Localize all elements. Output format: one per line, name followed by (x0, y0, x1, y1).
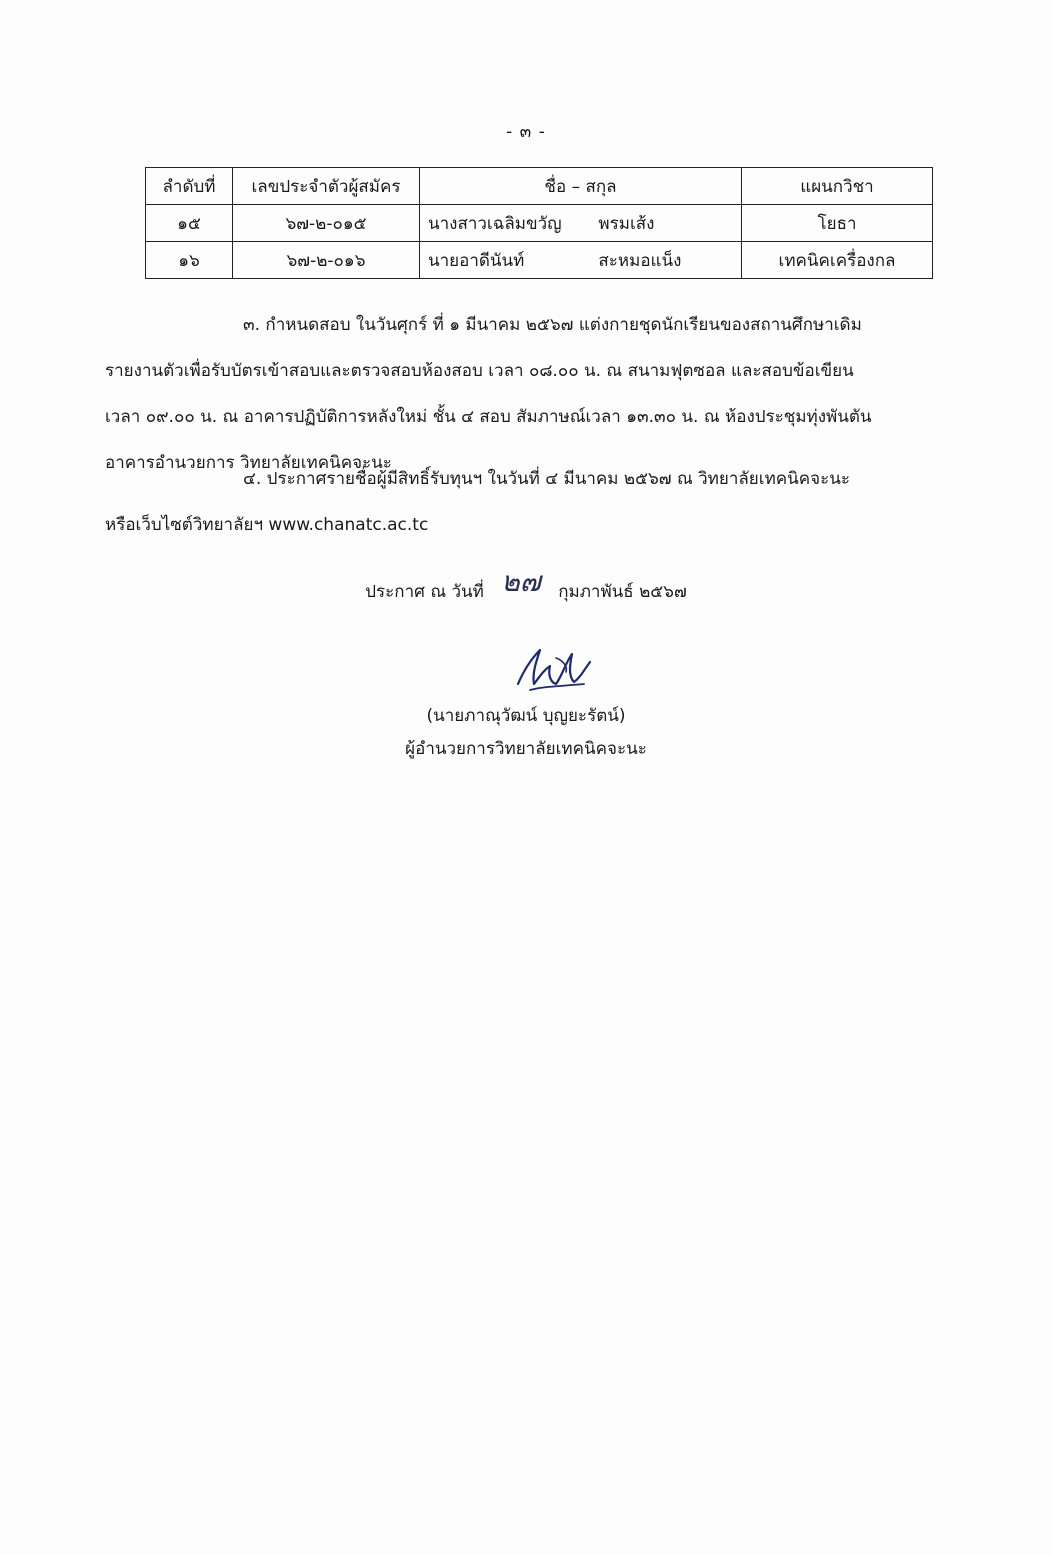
announcement-month-year: กุมภาพันธ์ ๒๕๖๗ (558, 582, 687, 602)
announcement-prefix: ประกาศ ณ วันที่ (365, 582, 484, 602)
header-order: ลำดับที่ (146, 168, 233, 205)
last-name: สะหมอแน็ง (598, 250, 682, 271)
row-full-name (420, 205, 742, 242)
header-full-name: ชื่อ – สกุล (420, 168, 742, 205)
item-3-line: เวลา ๐๙.๐๐ น. ณ อาคารปฏิบัติการหลังใหม่ ชั้น ๔ สอบ สัมภาษณ์เวลา ๑๓.๓๐ น. ณ ห้องประชุมทุ่งพันตัน (105, 407, 872, 427)
first-name: นายอาดีนันท์ (428, 250, 525, 271)
item-3-line: รายงานตัวเพื่อรับบัตรเข้าสอบและตรวจสอบห้องสอบ เวลา ๐๘.๐๐ น. ณ สนามฟุตซอล และสอบข้อเขียน (105, 361, 854, 381)
table-row (146, 242, 933, 279)
handwritten-day: ๒๗ (501, 565, 541, 598)
item-3-line: ๓. กำหนดสอบ ในวันศุกร์ ที่ ๑ มีนาคม ๒๕๖๗ แต่งกายชุดนักเรียนของสถานศึกษาเดิม (243, 315, 862, 335)
row-applicant-id: ๖๗-๒-๐๑๖ (233, 242, 420, 279)
row-department: เทคนิคเครื่องกล (742, 242, 933, 279)
signer-title: ผู้อำนวยการวิทยาลัยเทคนิคจะนะ (405, 739, 647, 759)
row-applicant-id: ๖๗-๒-๐๑๕ (233, 205, 420, 242)
first-name: นางสาวเฉลิมขวัญ (428, 213, 562, 234)
row-order: ๑๕ (146, 205, 233, 242)
applicants-table (145, 167, 933, 279)
item-4-line: หรือเว็บไซต์วิทยาลัยฯ www.chanatc.ac.tc (105, 515, 429, 535)
page-number: - ๓ - (506, 122, 546, 142)
row-department: โยธา (742, 205, 933, 242)
header-applicant-id: เลขประจำตัวผู้สมัคร (233, 168, 420, 205)
row-full-name (420, 242, 742, 279)
signer-name: (นายภาณุวัฒน์ บุญยะรัตน์) (426, 706, 626, 726)
last-name: พรมเส้ง (598, 213, 655, 234)
item-3-line: อาคารอำนวยการ วิทยาลัยเทคนิคจะนะ (105, 453, 392, 473)
header-department: แผนกวิชา (742, 168, 933, 205)
row-order: ๑๖ (146, 242, 233, 279)
handwritten-signature-icon (510, 640, 600, 698)
announcement-date (0, 566, 1052, 610)
item-4-results-announcement (105, 456, 953, 548)
item-4-line: ๔. ประกาศรายชื่อผู้มีสิทธิ์รับทุนฯ ในวันที่ ๔ มีนาคม ๒๕๖๗ ณ วิทยาลัยเทคนิคจะนะ (243, 469, 850, 489)
table-header-row (146, 168, 933, 205)
table-row (146, 205, 933, 242)
